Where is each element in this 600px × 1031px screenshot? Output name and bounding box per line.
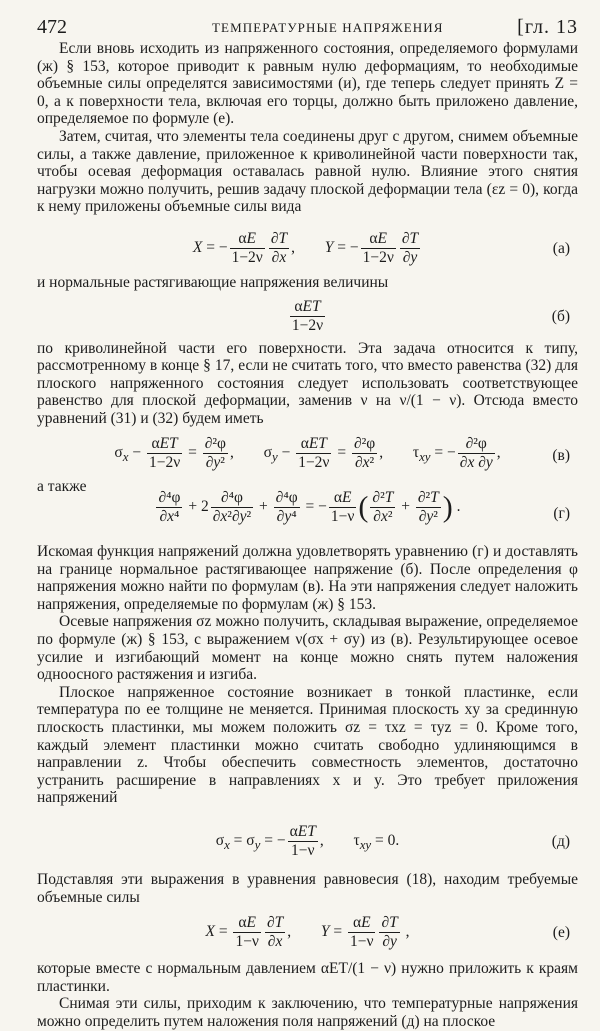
paragraph-3: и нормальные растягивающие напряжения величины	[37, 273, 389, 291]
equation-label-a: (а)	[552, 239, 570, 257]
equation-label-d: (д)	[551, 833, 570, 850]
paragraph-5: а также	[37, 477, 87, 495]
equation-label-g: (г)	[553, 505, 570, 523]
equation-a: X = − $\frac{\alpha E}{1-2\nu}$ $\frac{\partial T}{\partial x}$ , Y = − $\frac{\alpha E}{1-2\nu}$ $\frac{\partial T}{\partial y}$ (а)	[192, 229, 570, 266]
paragraph-1: Если вновь исходить из напряженного состояния, определяемого формулами (ж) § 153, которое приводит к равным нулю деформациям, то необходимые объемные силы определятся зависимостями (и), где теперь следует принять Z = 0, а к поверхности тела, включая его торцы, должно быть приложено давление, определяемое по формуле (е).	[37, 40, 578, 128]
paragraph-10: которые вместе с нормальным давлением αET/(1 − ν) нужно приложить к краям пластинки.	[37, 960, 578, 995]
chapter-reference: [гл. 13	[517, 16, 578, 38]
equation-g: $\frac{\text{∂⁴φ}}{\text{∂x⁴}}$ + 2 $\frac{\text{∂⁴φ}}{\text{∂x²∂y²}}$ + $\frac{\text{∂⁴φ}}{\text{∂y⁴}}$ = − $\frac{\alpha E}{1-\nu}$ ( $\frac{\text{∂²T}}{\text{∂x²}}$ + $\frac{\text{∂²T}}{\text{∂y²}}$ ) . (г)	[158, 489, 570, 526]
page-header	[37, 0, 578, 40]
running-title: ТЕМПЕРАТУРНЫЕ НАПРЯЖЕНИЯ	[212, 20, 444, 35]
equation-v: $\sigma_x$ − $\frac{\text{αET}}{1-2\nu}$ = $\frac{\text{∂²φ}}{\text{∂y²}}$ , $\sigma_y$ − $\frac{\text{αET}}{1-2\nu}$ = $\frac{\text{∂²φ}}{\text{∂x²}}$ , $\tau_{xy}$ = − $\frac{\text{∂²φ}}{\partial x \partial y}$ , (в)	[114, 434, 570, 471]
equation-b: $\frac{\text{αET}}{1-2\nu}$ (б)	[291, 297, 570, 334]
equation-label-b: (б)	[551, 307, 570, 325]
paragraph-6: Искомая функция напряжений должна удовлетворять уравнению (г) и доставлять на границе нормальное растягивающее напряжение (б). После определения φ напряжения можно найти по формулам (в). На эти напряжения следует наложить напряжения, определяемые по формулам (ж) § 153.	[37, 543, 578, 613]
equation-label-v: (в)	[552, 446, 570, 464]
paragraph-9: Подставляя эти выражения в уравнения равновесия (18), находим требуемые объемные силы	[37, 871, 578, 906]
paragraph-8: Плоское напряженное состояние возникает в тонкой пластинке, если температура по ее толщине не меняется. Принимая плоскость xy за срединную плоскость пластинки, мы можем положить σz = τxz = τyz = 0. Кроме того, каждый элемент пластинки можно считать свободно удлиняющимся в направлении z. Чтобы обеспечить совместность элементов, достаточно устранить расширение в направлениях x и y. Это требует приложения напряжений	[37, 683, 578, 807]
paragraph-4: по криволинейной части его поверхности. Эта задача относится к типу, рассмотренному в конце § 17, если не считать того, что вместо равенства (32) для плоского напряженного состояния следует использовать соответствующее равенство для плоской деформации, заменив ν на ν/(1 − ν). Отсюда вместо уравнений (31) и (32) будем иметь	[37, 339, 578, 427]
equation-label-e: (е)	[552, 924, 570, 942]
paragraph-11: Снимая эти силы, приходим к заключению, что температурные напряжения можно определить путем наложения поля напряжений (д) на плоское	[37, 995, 578, 1030]
paragraph-2: Затем, считая, что элементы тела соединены друг с другом, снимем объемные силы, а также давление, приложенное к криволинейной части поверхности так, чтобы осевая деформация оставалась равной нулю. Влияние этого снятия нагрузки можно получить, решив задачу плоской деформации тела (εz = 0), когда к нему приложены объемные силы вида	[37, 127, 578, 216]
equation-e: X = $\frac{\alpha E}{1-\nu}$ $\frac{\partial T}{\partial x}$ , Y = $\frac{\alpha E}{1-\nu}$ $\frac{\partial T}{\partial y}$ , (е)	[205, 914, 570, 951]
paragraph-7: Осевые напряжения σz можно получить, складывая выражение, определяемое по формуле (ж) § 153, с выражением ν(σx + σy) из (в). Результирующее осевое усилие и изгибающий момент на конце можно снять путем наложения одноосного растяжения и изгиба.	[37, 613, 578, 684]
page-number: 472	[37, 16, 67, 38]
equation-d: $\sigma_x = \sigma_y$ = − $\frac{\text{αET}}{1-\nu}$ , $\tau_{xy} = 0$. (д)	[215, 823, 570, 859]
